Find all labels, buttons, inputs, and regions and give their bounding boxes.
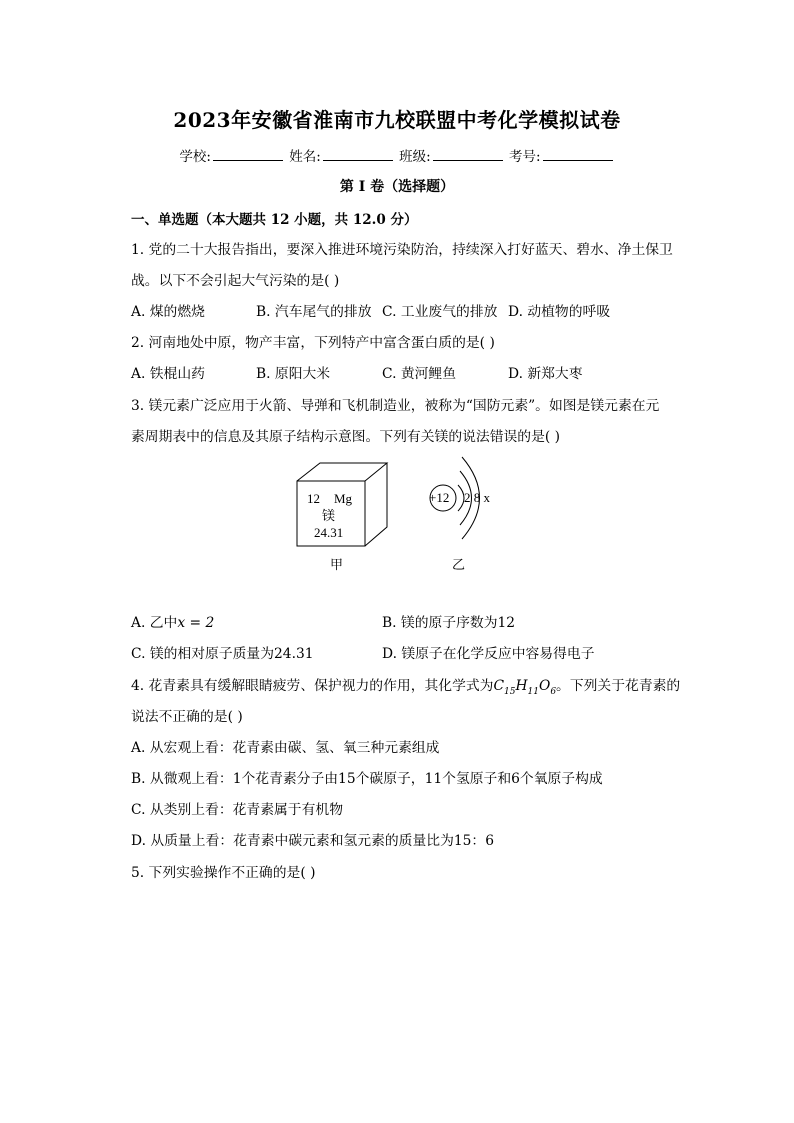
- q4-stem-post: 。下列关于花青素的: [556, 678, 681, 694]
- q2-option-d: D. 新郑大枣: [508, 366, 583, 382]
- name-label: 姓名:: [289, 149, 321, 165]
- label-jia: 甲: [330, 557, 344, 572]
- class-blank: [433, 148, 503, 161]
- formula-o-sub: 6: [550, 686, 557, 697]
- q3-option-b: B. 镁的原子序数为12: [382, 615, 516, 631]
- q1-option-a: A. 煤的燃烧: [131, 304, 205, 320]
- q3-option-d: D. 镁原子在化学反应中容易得电子: [382, 646, 595, 662]
- q2-option-c: C. 黄河鲤鱼: [382, 366, 457, 382]
- atomic-number: 12: [307, 491, 320, 506]
- name-blank: [323, 148, 393, 161]
- formula-h-sub: 11: [527, 686, 539, 697]
- part-heading: 一、单选题（本大题共 12 小题，共 12.0 分）: [131, 212, 418, 228]
- q3-stem-line1: 3. 镁元素广泛应用于火箭、导弹和飞机制造业，被称为“国防元素”。如图是镁元素在元: [131, 398, 660, 414]
- formula-c: C: [493, 678, 505, 694]
- q4-stem-line1: [131, 674, 680, 697]
- q1-stem-line1: 1. 党的二十大报告指出，要深入推进环境污染防治，持续深入打好蓝天、碧水、净土保卫: [131, 242, 673, 258]
- formula-h: H: [515, 678, 528, 694]
- q1-option-d: D. 动植物的呼吸: [508, 304, 611, 320]
- q4-stem-pre: 4. 花青素具有缓解眼睛疲劳、保护视力的作用，其化学式为: [131, 678, 494, 694]
- magnesium-figure: [290, 453, 510, 578]
- formula-o: O: [539, 678, 551, 694]
- atomic-mass: 24.31: [314, 525, 344, 540]
- class-label: 班级:: [399, 149, 431, 165]
- q1-option-c: C. 工业废气的排放: [382, 304, 498, 320]
- q1-option-b: B. 汽车尾气的排放: [256, 304, 372, 320]
- exam-title: 2023年安徽省淮南市九校联盟中考化学模拟试卷: [173, 108, 621, 132]
- student-info-line: [0, 145, 794, 165]
- label-yi: 乙: [452, 557, 466, 572]
- q3-stem-line2: 素周期表中的信息及其原子结构示意图。下列有关镁的说法错误的是( ): [131, 429, 561, 445]
- element-symbol: Mg: [334, 491, 353, 506]
- nucleus-charge: +12: [429, 490, 450, 505]
- q3-option-a-text: A. 乙中: [131, 615, 178, 631]
- section-heading: 第 I 卷（选择题）: [339, 179, 455, 195]
- q3-option-c: C. 镁的相对原子质量为24.31: [131, 646, 314, 662]
- exam-no-label: 考号:: [509, 149, 541, 165]
- q5-stem: 5. 下列实验操作不正确的是( ): [131, 865, 316, 881]
- q4-option-b: B. 从微观上看：1个花青素分子由15个碳原子，11个氢原子和6个氧原子构成: [131, 771, 603, 787]
- q4-option-a: A. 从宏观上看：花青素由碳、氢、氧三种元素组成: [131, 740, 440, 756]
- q2-stem: 2. 河南地处中原，物产丰富，下列特产中富含蛋白质的是( ): [131, 335, 495, 351]
- q4-option-c: C. 从类别上看：花青素属于有机物: [131, 802, 343, 818]
- q2-option-a: A. 铁棍山药: [131, 366, 205, 382]
- school-blank: [213, 148, 283, 161]
- q4-option-d: D. 从质量上看：花青素中碳元素和氢元素的质量比为15：6: [131, 833, 495, 849]
- school-label: 学校:: [179, 149, 211, 165]
- element-name: 镁: [322, 508, 336, 523]
- chemical-formula: [493, 678, 557, 697]
- q3-option-a-math: x = 2: [177, 615, 215, 631]
- q2-option-b: B. 原阳大米: [256, 366, 331, 382]
- q1-stem-line2: 战。以下不会引起大气污染的是( ): [131, 273, 340, 289]
- q4-stem-line2: 说法不正确的是( ): [131, 709, 243, 725]
- exam-no-blank: [543, 148, 613, 161]
- q3-option-a: [131, 611, 214, 631]
- formula-c-sub: 15: [504, 686, 516, 697]
- shell-electrons: 2 8 x: [464, 490, 490, 505]
